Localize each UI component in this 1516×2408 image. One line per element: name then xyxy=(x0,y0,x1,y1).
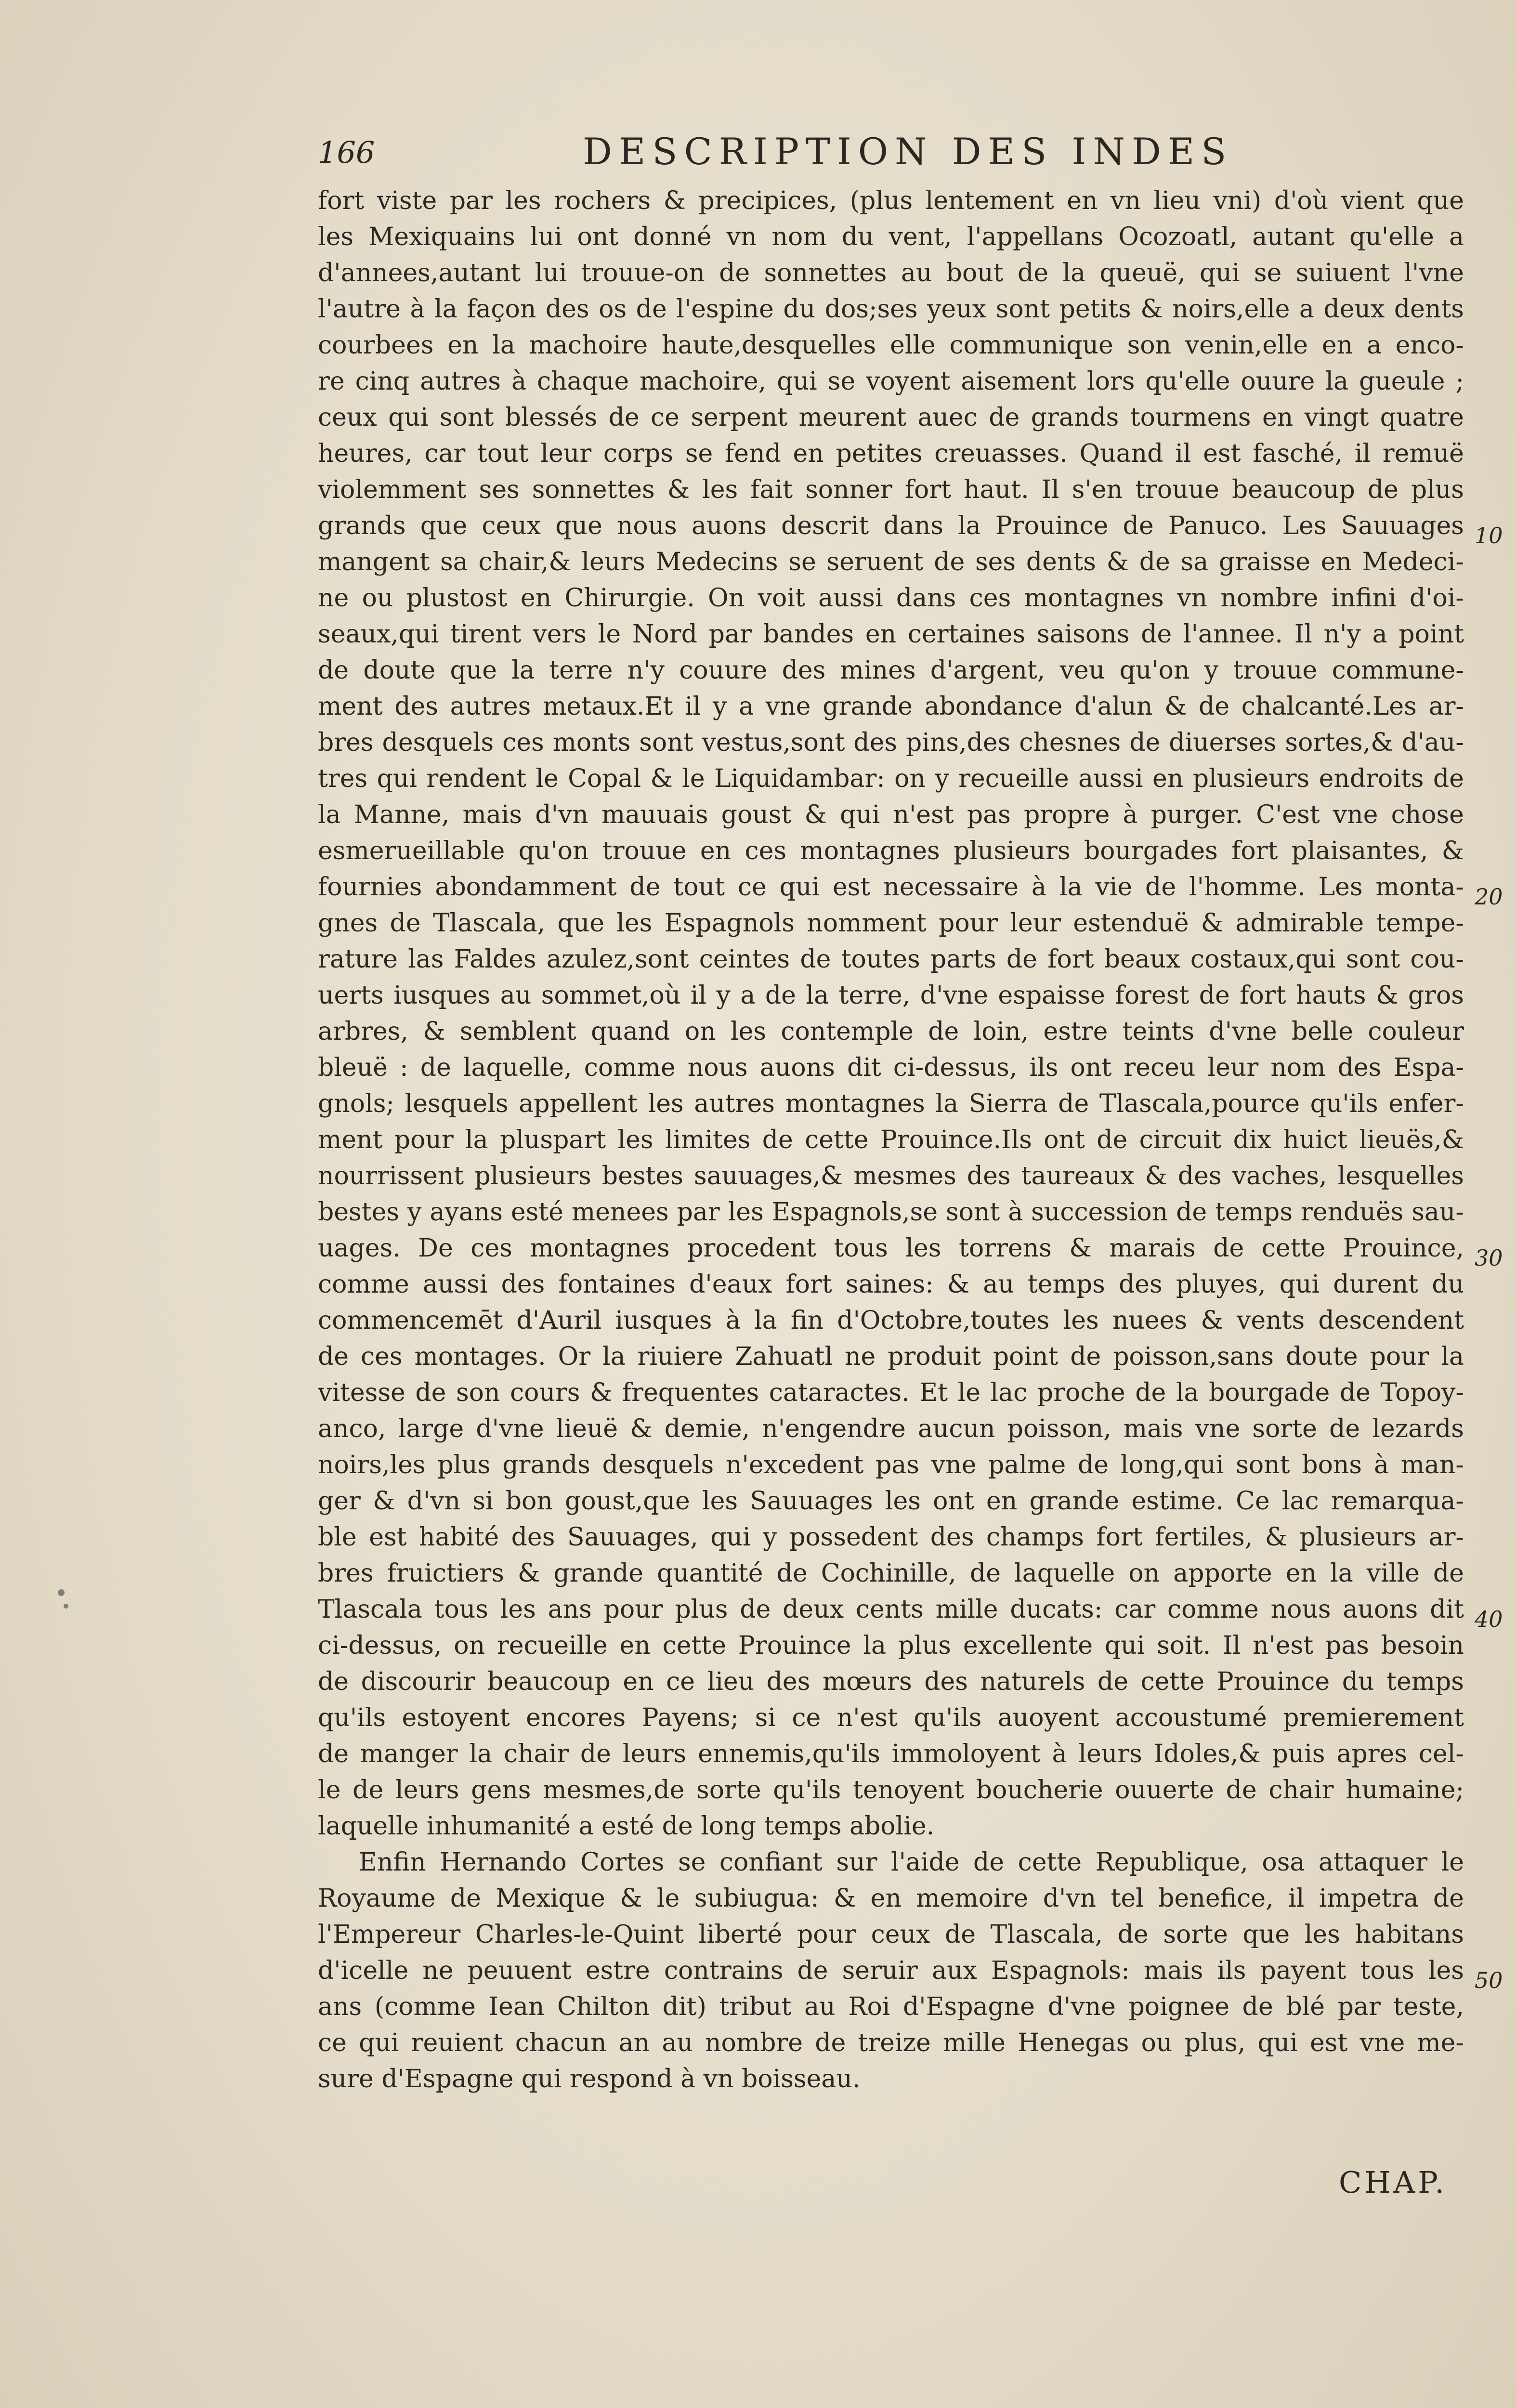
text-line: bres desquels ces monts sont vestus,sont des pins,des chesnes de diuerses sortes,& d'au- xyxy=(318,728,1464,757)
text-line: seaux,qui tirent vers le Nord par bandes en certaines saisons de l'annee. Il n'y a point xyxy=(318,620,1464,649)
paper-stain xyxy=(58,1589,65,1596)
text-line: d'annees,autant lui trouue-on de sonnettes au bout de la queuë, qui se suiuent l'vne xyxy=(318,259,1464,288)
text-line: de doute que la terre n'y couure des mines d'argent, veu qu'on y trouue commune- xyxy=(318,656,1464,685)
text-line: comme aussi des fontaines d'eaux fort saines: & au temps des pluyes, qui durent du xyxy=(318,1270,1464,1299)
margin-line-number: 10 xyxy=(1475,523,1503,549)
text-line: vitesse de son cours & frequentes cataractes. Et le lac proche de la bourgade de Topoy- xyxy=(318,1378,1464,1407)
text-line: ans (comme Iean Chilton dit) tribut au Roi d'Espagne d'vne poignee de blé par teste, xyxy=(318,1992,1464,2021)
text-line: d'icelle ne peuuent estre contrains de seruir aux Espagnols: mais ils payent tous les xyxy=(318,1956,1464,1985)
catchword: CHAP. xyxy=(1339,2165,1448,2200)
text-line: violemment ses sonnettes & les fait sonner fort haut. Il s'en trouue beaucoup de plus xyxy=(318,475,1464,504)
text-line: grands que ceux que nous auons descrit dans la Prouince de Panuco. Les Sauuages xyxy=(318,511,1464,540)
text-line: gnols; lesquels appellent les autres montagnes la Sierra de Tlascala,pource qu'ils enfer- xyxy=(318,1089,1464,1118)
text-line: bestes y ayans esté menees par les Espagnols,se sont à succession de temps renduës sau- xyxy=(318,1198,1464,1227)
page-header xyxy=(318,130,1464,183)
text-line: courbees en la machoire haute,desquelles elle communique son venin,elle en a enco- xyxy=(318,331,1464,360)
text-line: sure d'Espagne qui respond à vn boisseau. xyxy=(318,2065,861,2094)
text-line: nourrissent plusieurs bestes sauuages,& mesmes des taureaux & des vaches, lesquelles xyxy=(318,1162,1464,1191)
text-line: de ces montages. Or la riuiere Zahuatl ne produit point de poisson,sans doute pour la xyxy=(318,1342,1464,1371)
text-line: ger & d'vn si bon goust,que les Sauuages les ont en grande estime. Ce lac remarqua- xyxy=(318,1487,1464,1516)
text-line: ceux qui sont blessés de ce serpent meurent auec de grands tourmens en vingt quatre xyxy=(318,403,1464,432)
page-number: 166 xyxy=(318,135,375,170)
text-line: Tlascala tous les ans pour plus de deux cents mille ducats: car comme nous auons dit xyxy=(318,1595,1464,1624)
text-line: uerts iusques au sommet,où il y a de la terre, d'vne espaisse forest de fort hauts & gros xyxy=(318,981,1464,1010)
text-line: ment pour la pluspart les limites de cette Prouince.Ils ont de circuit dix huict lieuës,& xyxy=(318,1125,1464,1154)
text-line: heures, car tout leur corps se fend en petites creuasses. Quand il est fasché, il remuë xyxy=(318,439,1464,468)
margin-line-number: 40 xyxy=(1475,1606,1503,1632)
margin-line-number: 50 xyxy=(1475,1967,1503,1993)
text-line: rature las Faldes azulez,sont ceintes de toutes parts de fort beaux costaux,qui sont cou- xyxy=(318,945,1464,974)
text-line: gnes de Tlascala, que les Espagnols nomment pour leur estenduë & admirable tempe- xyxy=(318,909,1464,938)
text-line: laquelle inhumanité a esté de long temps abolie. xyxy=(318,1812,935,1841)
text-line: bleuë : de laquelle, comme nous auons dit ci-dessus, ils ont receu leur nom des Espa- xyxy=(318,1053,1464,1082)
margin-line-number: 30 xyxy=(1475,1245,1503,1271)
text-line: commencemēt d'Auril iusques à la fin d'Octobre,toutes les nuees & vents descendent xyxy=(318,1306,1464,1335)
text-line: Enfin Hernando Cortes se confiant sur l'aide de cette Republique, osa attaquer le xyxy=(359,1848,1464,1877)
margin-line-number: 20 xyxy=(1475,884,1503,910)
text-line: qu'ils estoyent encores Payens; si ce n'est qu'ils auoyent accoustumé premierement xyxy=(318,1703,1464,1732)
text-line: l'Empereur Charles-le-Quint liberté pour ceux de Tlascala, de sorte que les habitans xyxy=(318,1920,1464,1949)
text-line: bres fruictiers & grande quantité de Cochinille, de laquelle on apporte en la ville de xyxy=(318,1559,1464,1588)
text-line: ment des autres metaux.Et il y a vne grande abondance d'alun & de chalcanté.Les ar- xyxy=(318,692,1464,721)
text-line: arbres, & semblent quand on les contemple de loin, estre teints d'vne belle couleur xyxy=(318,1017,1464,1046)
text-line: tres qui rendent le Copal & le Liquidambar: on y recueille aussi en plusieurs endroits de xyxy=(318,764,1464,793)
text-line: re cinq autres à chaque machoire, qui se voyent aisement lors qu'elle ouure la gueule ; xyxy=(318,367,1464,396)
text-line: mangent sa chair,& leurs Medecins se seruent de ses dents & de sa graisse en Medeci- xyxy=(318,548,1464,576)
text-line: uages. De ces montagnes procedent tous les torrens & marais de cette Prouince, xyxy=(318,1234,1464,1263)
text-line: les Mexiquains lui ont donné vn nom du vent, l'appellans Ocozoatl, autant qu'elle a xyxy=(318,222,1464,251)
text-line: fournies abondamment de tout ce qui est necessaire à la vie de l'homme. Les monta- xyxy=(318,873,1464,902)
text-line: le de leurs gens mesmes,de sorte qu'ils tenoyent boucherie ouuerte de chair humaine; xyxy=(318,1776,1464,1805)
text-line: ne ou plustost en Chirurgie. On voit aussi dans ces montagnes vn nombre infini d'oi- xyxy=(318,584,1464,613)
running-title: DESCRIPTION DES INDES xyxy=(583,130,1233,173)
text-line: de manger la chair de leurs ennemis,qu'ils immoloyent à leurs Idoles,& puis apres cel- xyxy=(318,1740,1464,1768)
text-line: esmerueillable qu'on trouue en ces montagnes plusieurs bourgades fort plaisantes, & xyxy=(318,837,1464,865)
text-line: ci-dessus, on recueille en cette Prouince la plus excellente qui soit. Il n'est pas besoin xyxy=(318,1631,1464,1660)
text-line: Royaume de Mexique & le subiugua: & en memoire d'vn tel benefice, il impetra de xyxy=(318,1884,1464,1913)
paper-stain xyxy=(64,1604,68,1609)
text-line: la Manne, mais d'vn mauuais goust & qui n'est pas propre à purger. C'est vne chose xyxy=(318,800,1464,829)
text-line: ce qui reuient chacun an au nombre de treize mille Henegas ou plus, qui est vne me- xyxy=(318,2028,1464,2057)
body-text xyxy=(318,183,1464,2097)
text-line: fort viste par les rochers & precipices, (plus lentement en vn lieu vni) d'où vient que xyxy=(318,186,1464,215)
text-line: l'autre à la façon des os de l'espine du dos;ses yeux sont petits & noirs,elle a deux dents xyxy=(318,295,1464,324)
text-line: noirs,les plus grands desquels n'excedent pas vne palme de long,qui sont bons à man- xyxy=(318,1451,1464,1479)
text-line: anco, large d'vne lieuë & demie, n'engendre aucun poisson, mais vne sorte de lezards xyxy=(318,1414,1464,1443)
text-line: ble est habité des Sauuages, qui y possedent des champs fort fertiles, & plusieurs ar- xyxy=(318,1523,1464,1552)
text-line: de discourir beaucoup en ce lieu des mœurs des naturels de cette Prouince du temps xyxy=(318,1667,1464,1696)
